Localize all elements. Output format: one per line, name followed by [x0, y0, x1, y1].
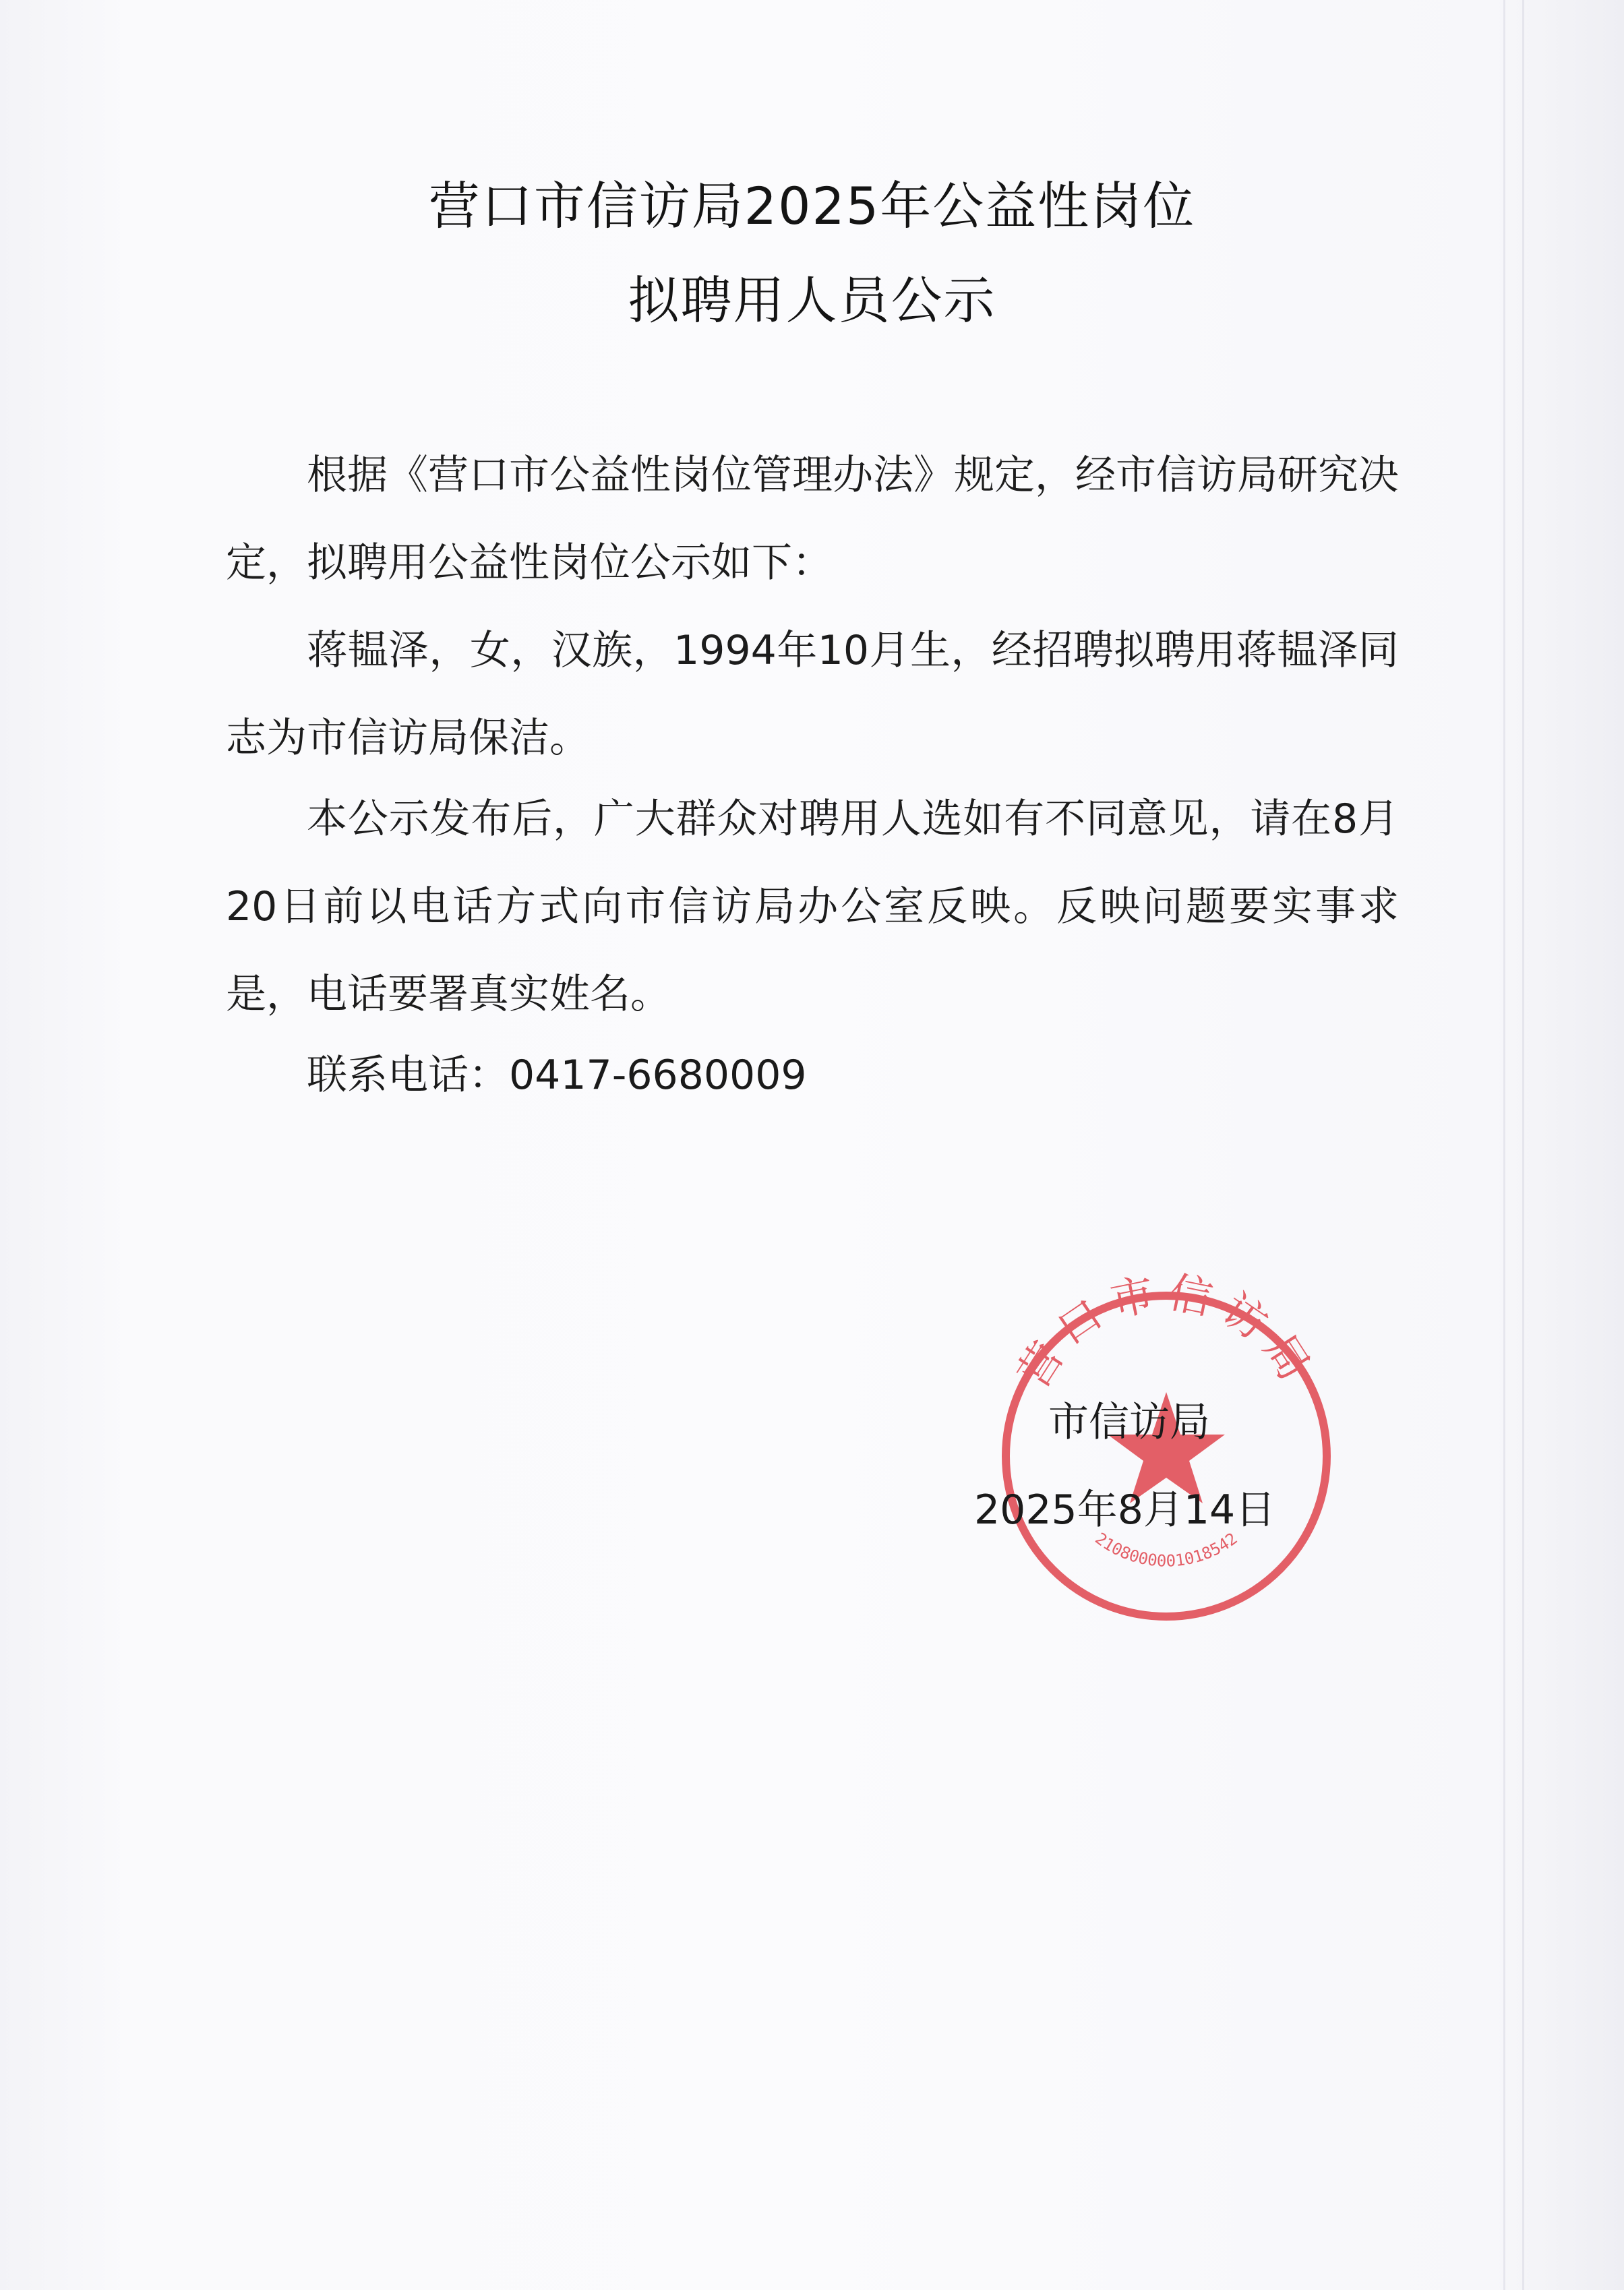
signature-organization: 市信访局	[1048, 1399, 1210, 1446]
contact-label: 联系电话：	[307, 1052, 509, 1099]
title-line-1: 营口市信访局2025年公益性岗位	[428, 176, 1196, 236]
title-line-2: 拟聘用人员公示	[628, 270, 996, 330]
contact-phone: 0417-6680009	[509, 1052, 807, 1099]
paragraph-basis: 根据《营口市公益性岗位管理办法》规定，经市信访局研究决定，拟聘用公益性岗位公示如下：	[226, 452, 1399, 586]
scan-artifact-line	[1503, 0, 1505, 2290]
scan-artifact-line	[1522, 0, 1524, 2290]
signature-date: 2025年8月14日	[974, 1486, 1276, 1534]
seal-serial: 2108000001018542	[1091, 1529, 1241, 1571]
paragraph-feedback: 本公示发布后，广大群众对聘用人选如有不同意见，请在8月20日前以电话方式向市信访局办公室反映。反映问题要实事求是，电话要署真实姓名。	[226, 795, 1399, 1018]
seal-ring-text: 营口市信访局	[1008, 1267, 1325, 1397]
paragraph-candidate: 蒋韫泽，女，汉族，1994年10月生，经招聘拟聘用蒋韫泽同志为市信访局保洁。	[226, 627, 1399, 762]
contact-line	[226, 1031, 1399, 1119]
